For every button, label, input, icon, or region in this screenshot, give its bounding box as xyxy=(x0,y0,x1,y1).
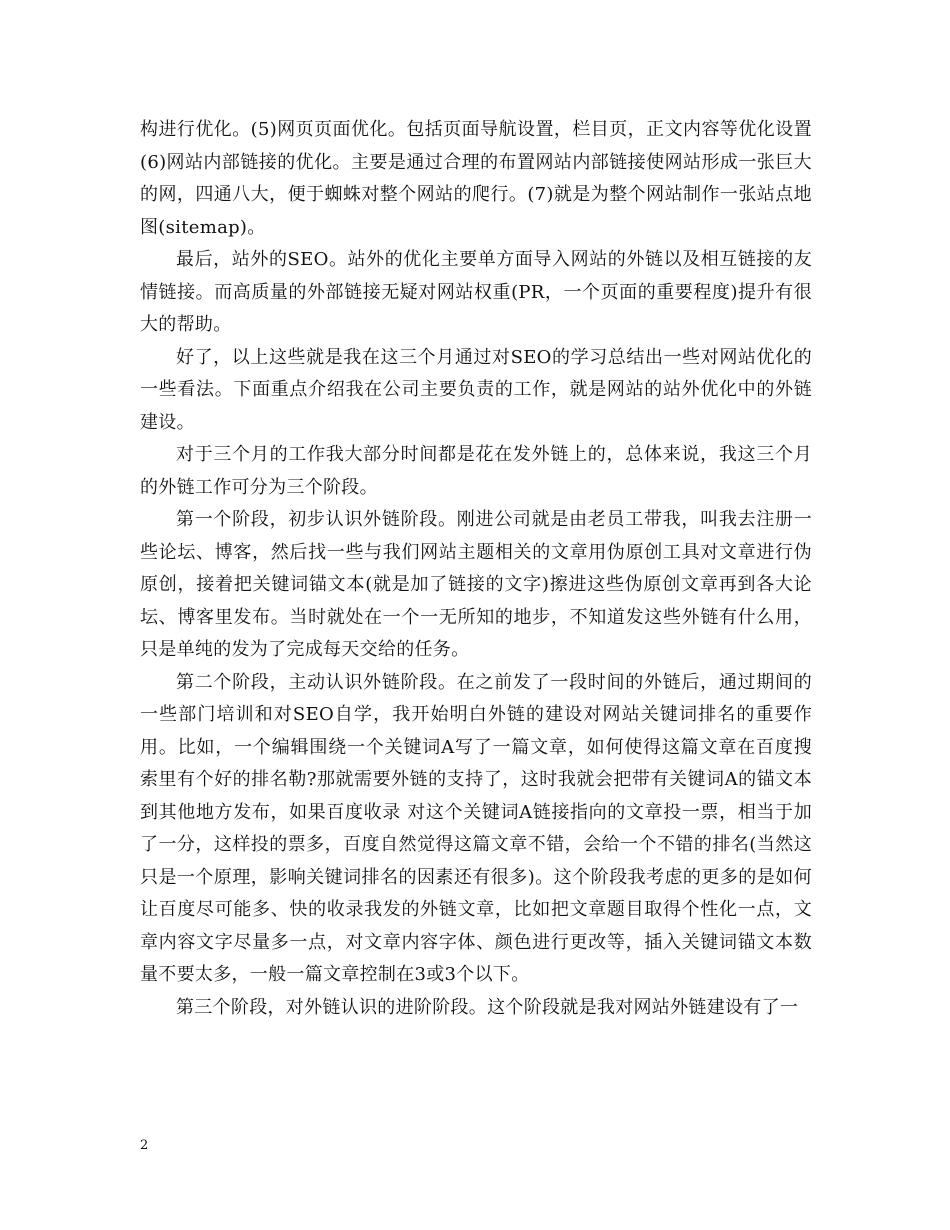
paragraph-continued: 构进行优化。(5)网页页面优化。包括页面导航设置，栏目页，正文内容等优化设置(6)网站内部链接的优化。主要是通过合理的布置网站内部链接使网站形成一张巨大的网，四通八大，便于蜘蛛对整个网站的爬行。(7)就是为整个网站制作一张站点地图(sitemap)。 xyxy=(140,119,812,238)
page-number: 2 xyxy=(140,1138,149,1153)
paragraph-stage-three: 第三个阶段，对外链认识的进阶阶段。这个阶段就是我对网站外链建设有了一 xyxy=(176,996,799,1018)
body-text xyxy=(140,114,812,1024)
paragraph-offsite-seo: 最后，站外的SEO。站外的优化主要单方面导入网站的外链以及相互链接的友情链接。而高质量的外部链接无疑对网站权重(PR，一个页面的重要程度)提升有很大的帮助。 xyxy=(140,249,812,335)
paragraph-summary: 好了，以上这些就是我在这三个月通过对SEO的学习总结出一些对网站优化的一些看法。下面重点介绍我在公司主要负责的工作，就是网站的站外优化中的外链建设。 xyxy=(140,346,812,433)
paragraph-three-stages: 对于三个月的工作我大部分时间都是花在发外链上的，总体来说，我这三个月的外链工作可分为三个阶段。 xyxy=(140,444,812,498)
paragraph-stage-two: 第二个阶段，主动认识外链阶段。在之前发了一段时间的外链后，通过期间的一些部门培训和对SEO自学，我开始明白外链的建设对网站关键词排名的重要作用。比如，一个编辑围绕一个关键词A写了一篇文章，如何使得这篇文章在百度搜索里有个好的排名勒?那就需要外链的支持了，这时我就会把带有关键词A的锚文本到其他地方发布，如果百度收录 对这个关键词A链接指向的文章投一票，相当于加了一分，这样投的票多，百度自然觉得这篇文章不错，会给一个不错的排名(当然这只是一个原理，影响关键词排名的因素还有很多)。这个阶段我考虑的更多的是如何让百度尽可能多、快的收录我发的外链文章，比如把文章题目取得个性化一点，文章内容文字尽量多一点，对文章内容字体、颜色进行更改等，插入关键词锚文本数量不要太多，一般一篇文章控制在3或3个以下。 xyxy=(140,671,812,985)
paragraph-stage-one: 第一个阶段，初步认识外链阶段。刚进公司就是由老员工带我，叫我去注册一些论坛、博客，然后找一些与我们网站主题相关的文章用伪原创工具对文章进行伪原创，接着把关键词锚文本(就是加了链接的文字)擦进这些伪原创文章再到各大论坛、博客里发布。当时就处在一个一无所知的地步，不知道发这些外链有什么用，只是单纯的发为了完成每天交给的任务。 xyxy=(140,509,812,660)
